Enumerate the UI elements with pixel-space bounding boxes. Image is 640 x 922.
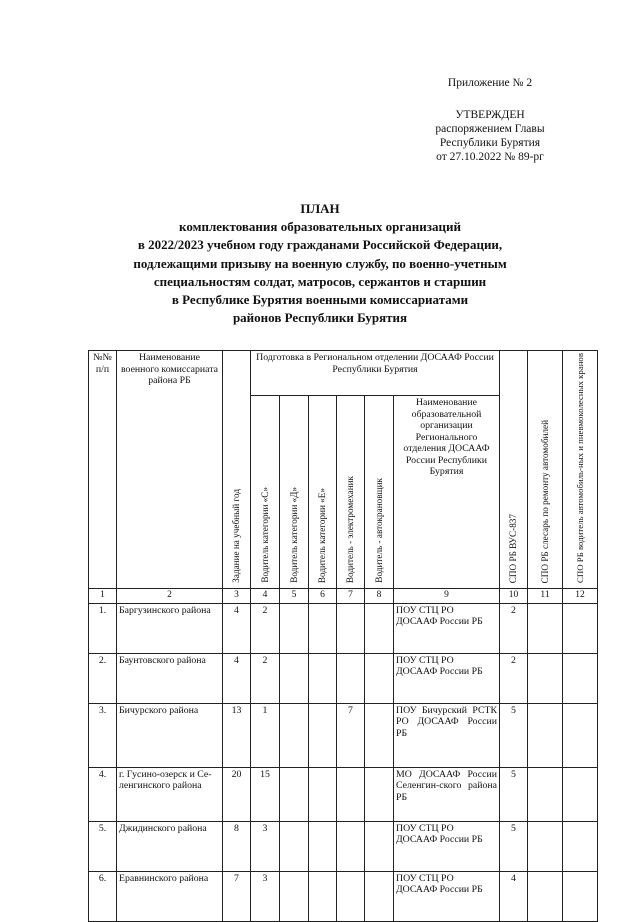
row-district: Бичурского района [117, 703, 223, 767]
row-electro [337, 871, 365, 921]
row-crane [365, 703, 394, 767]
title-line: подлежащими призыву на военную службу, по военно-учетным [133, 255, 507, 271]
title-line: специальностям солдат, матросов, сержантов и старшин [153, 273, 487, 289]
row-crane-driver [563, 703, 598, 767]
row-district: Баргузинского района [117, 603, 223, 653]
row-mechanic [528, 767, 563, 821]
row-cat-c: 15 [251, 767, 280, 821]
document-title [60, 200, 580, 327]
row-num: 3. [89, 703, 117, 767]
approval-block [400, 76, 580, 164]
row-cat-e [309, 603, 337, 653]
row-crane-driver [563, 821, 598, 871]
table-row [89, 703, 598, 767]
row-org: ПОУ СТЦ РО ДОСААФ России РБ [394, 653, 500, 703]
row-task: 4 [223, 603, 251, 653]
row-crane-driver [563, 603, 598, 653]
header-num: №№ п/п [89, 351, 117, 589]
header-mechanic: СПО РБ слесарь по ремонту автомобилей [528, 351, 563, 589]
row-task: 4 [223, 653, 251, 703]
row-vus: 5 [500, 821, 528, 871]
header-vus: СПО РБ ВУС-837 [500, 351, 528, 589]
row-crane [365, 603, 394, 653]
header-electro: Водитель - электромеханик [337, 396, 365, 589]
row-electro [337, 653, 365, 703]
title-line: комплектования образовательных организаций [179, 219, 461, 235]
row-mechanic [528, 603, 563, 653]
col-number: 2 [117, 589, 223, 604]
row-cat-d [280, 767, 309, 821]
row-vus: 2 [500, 603, 528, 653]
table-row [89, 767, 598, 821]
col-number: 10 [500, 589, 528, 604]
col-number: 12 [563, 589, 598, 604]
col-number: 6 [309, 589, 337, 604]
col-number: 11 [528, 589, 563, 604]
row-num: 6. [89, 871, 117, 921]
approval-line-2: Республики Бурятия [439, 137, 541, 149]
row-cat-d [280, 821, 309, 871]
column-number-row [89, 589, 598, 604]
row-cat-c: 2 [251, 603, 280, 653]
approved-label: УТВЕРЖДЕН [455, 109, 525, 121]
col-number: 4 [251, 589, 280, 604]
header-name: Наименование военного комиссариата района РБ [117, 351, 223, 589]
row-vus: 5 [500, 703, 528, 767]
table-row [89, 871, 598, 921]
row-task: 13 [223, 703, 251, 767]
approval-line-1: распоряжением Главы [435, 123, 545, 135]
row-num: 4. [89, 767, 117, 821]
row-crane-driver [563, 767, 598, 821]
table-row [89, 653, 598, 703]
row-cat-c: 1 [251, 703, 280, 767]
row-task: 20 [223, 767, 251, 821]
title-main: ПЛАН [300, 201, 340, 216]
col-number: 8 [365, 589, 394, 604]
row-crane-driver [563, 871, 598, 921]
header-crane-driver: СПО РБ водитель автомобиль-ных и пневмоколесных кранов [563, 351, 598, 589]
header-cat-c: Водитель категории «С» [251, 396, 280, 589]
row-vus: 4 [500, 871, 528, 921]
row-num: 1. [89, 603, 117, 653]
table-row [89, 603, 598, 653]
table-row [89, 821, 598, 871]
col-number: 3 [223, 589, 251, 604]
col-number: 1 [89, 589, 117, 604]
header-task: Задание на учебный год [223, 351, 251, 589]
header-cat-d: Водитель категории «Д» [280, 396, 309, 589]
row-cat-d [280, 603, 309, 653]
row-cat-c: 3 [251, 871, 280, 921]
approval-line-3: от 27.10.2022 № 89-рг [436, 151, 544, 163]
row-num: 2. [89, 653, 117, 703]
row-cat-d [280, 703, 309, 767]
row-cat-e [309, 871, 337, 921]
row-mechanic [528, 703, 563, 767]
row-mechanic [528, 653, 563, 703]
row-mechanic [528, 871, 563, 921]
row-crane [365, 767, 394, 821]
row-cat-e [309, 653, 337, 703]
col-number: 7 [337, 589, 365, 604]
row-district: г. Гусино-озерск и Се-ленгинского района [117, 767, 223, 821]
row-electro [337, 821, 365, 871]
row-mechanic [528, 821, 563, 871]
row-district: Баунтовского района [117, 653, 223, 703]
row-org: ПОУ Бичурский РСТК РО ДОСААФ России РБ [394, 703, 500, 767]
row-crane-driver [563, 653, 598, 703]
title-line: районов Республики Бурятия [232, 310, 408, 326]
header-dosaaf-group: Подготовка в Региональном отделении ДОСААФ России Республики Бурятия [251, 351, 500, 396]
row-electro: 7 [337, 703, 365, 767]
row-org: МО ДОСААФ России Селенгин-ского района РБ [394, 767, 500, 821]
row-task: 8 [223, 821, 251, 871]
row-vus: 5 [500, 767, 528, 821]
row-electro [337, 767, 365, 821]
row-district: Еравнинского района [117, 871, 223, 921]
header-cat-e: Водитель категории «Е» [309, 396, 337, 589]
plan-table [88, 350, 598, 922]
row-org: ПОУ СТЦ РО ДОСААФ России РБ [394, 871, 500, 921]
row-cat-e [309, 767, 337, 821]
row-crane [365, 653, 394, 703]
col-number: 9 [394, 589, 500, 604]
title-line: в 2022/2023 учебном году гражданами Российской Федерации, [137, 237, 503, 253]
row-cat-d [280, 653, 309, 703]
row-task: 7 [223, 871, 251, 921]
row-org: ПОУ СТЦ РО ДОСААФ России РБ [394, 603, 500, 653]
row-cat-c: 3 [251, 821, 280, 871]
appendix-label: Приложение № 2 [447, 77, 533, 89]
row-cat-e [309, 821, 337, 871]
title-line: в Республике Бурятия военными комиссариатами [171, 292, 469, 308]
row-cat-c: 2 [251, 653, 280, 703]
row-cat-e [309, 703, 337, 767]
row-org: ПОУ СТЦ РО ДОСААФ России РБ [394, 821, 500, 871]
row-crane [365, 871, 394, 921]
header-crane: Водитель - автокрановщик [365, 396, 394, 589]
row-vus: 2 [500, 653, 528, 703]
col-number: 5 [280, 589, 309, 604]
row-num: 5. [89, 821, 117, 871]
row-electro [337, 603, 365, 653]
row-cat-d [280, 871, 309, 921]
header-org-name: Наименование образовательной организации Регионального отделения ДОСААФ России Республики Бурятия [394, 396, 500, 589]
row-district: Джидинского района [117, 821, 223, 871]
row-crane [365, 821, 394, 871]
